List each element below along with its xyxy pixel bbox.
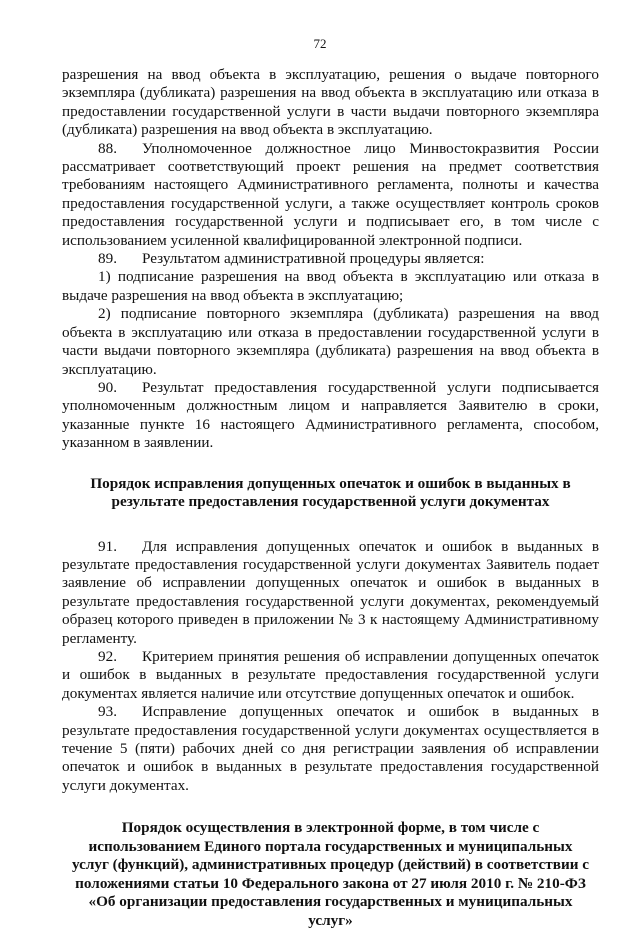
paragraph-88 [62,140,599,250]
section-heading-corrections: Порядок исправления допущенных опечаток и ошибок в выданных в результате предоставления государственной услуги документах [90,474,571,511]
paragraph-93-text: Исправление допущенных опечаток и ошибок в выданных в результате предоставления государственной услуги документах осуществляется в течение 5 (пяти) рабочих дней со дня регистрации заявления об исправлении опечаток и ошибок в выданных в результате предоставления государственной услуги документах. [62,703,599,794]
paragraph-89-item-2: 2) подписание повторного экземпляра (дубликата) разрешения на ввод объекта в эксплуатацию или отказа в предоставлении государственной услуги в части выдачи повторного экземпляра (дубликата) разрешения на ввод объекта в эксплуатацию. [62,305,599,378]
paragraph-93 [62,703,599,795]
paragraph-88-text: Уполномоченное должностное лицо Минвостокразвития России рассматривает соответствующий проект решения на предмет соответствия требованиям настоящего Административного регламента, полноты и качества предоставления государственной услуги, а также осуществляет контроль сроков предоставления государственной услуги и подписывает его, в том числе с использованием усиленной квалифицированной электронной подписи. [62,139,599,249]
paragraph-90 [62,379,599,453]
paragraph-92 [62,648,599,703]
paragraph-91 [62,538,599,648]
paragraph-90-text: Результат предоставления государственной услуги подписывается уполномоченным должностным лицом и направляется Заявителю в сроки, указанные пункте 16 настоящего Административного регламента, способом, указанном в заявлении. [62,378,599,452]
paragraph-93-number: 93. [98,703,117,721]
document-body [62,66,599,930]
paragraph-92-number: 92. [98,647,117,665]
paragraph-88-number: 88. [98,139,117,157]
paragraph-continuation: разрешения на ввод объекта в эксплуатацию, решения о выдаче повторного экземпляра (дубликата) разрешения на ввод объекта в эксплуатацию или отказа в предоставлении государственной услуги в части выдачи повторного экземпляра (дубликата) разрешения на ввод объекта в эксплуатацию. [62,66,599,139]
paragraph-91-number: 91. [98,537,117,555]
paragraph-92-text: Критерием принятия решения об исправлении допущенных опечаток и ошибок в выданных в результате предоставления государственной услуги документах является наличие или отсутствие допущенных опечаток и ошибок. [62,647,599,702]
page-number: 72 [313,36,327,51]
paragraph-89-text: Результатом административной процедуры является: [142,250,485,268]
paragraph-89-item-1: 1) подписание разрешения на ввод объекта в эксплуатацию или отказа в выдаче разрешения на ввод объекта в эксплуатацию; [62,268,599,304]
section-heading-electronic-form: Порядок осуществления в электронной форме, в том числе с использованием Единого портала государственных и муниципальных услуг (функций), административных процедур (действий) в соответствии с положениями статьи 10 Федерального закона от 27 июля 2010 г. № 210-ФЗ «Об организации предоставления государственных и муниципальных услуг» [72,819,589,929]
paragraph-89 [62,250,599,268]
paragraph-89-number: 89. [98,250,117,268]
paragraph-90-number: 90. [98,378,117,396]
paragraph-91-text: Для исправления допущенных опечаток и ошибок в выданных в результате предоставления государственной услуги документах Заявитель подает заявление об исправлении допущенных опечаток и ошибок в выданных в результате предоставления государственной услуги документах, рекомендуемый образец которого приведен в приложении № 3 к настоящему Административному регламенту. [62,537,599,647]
